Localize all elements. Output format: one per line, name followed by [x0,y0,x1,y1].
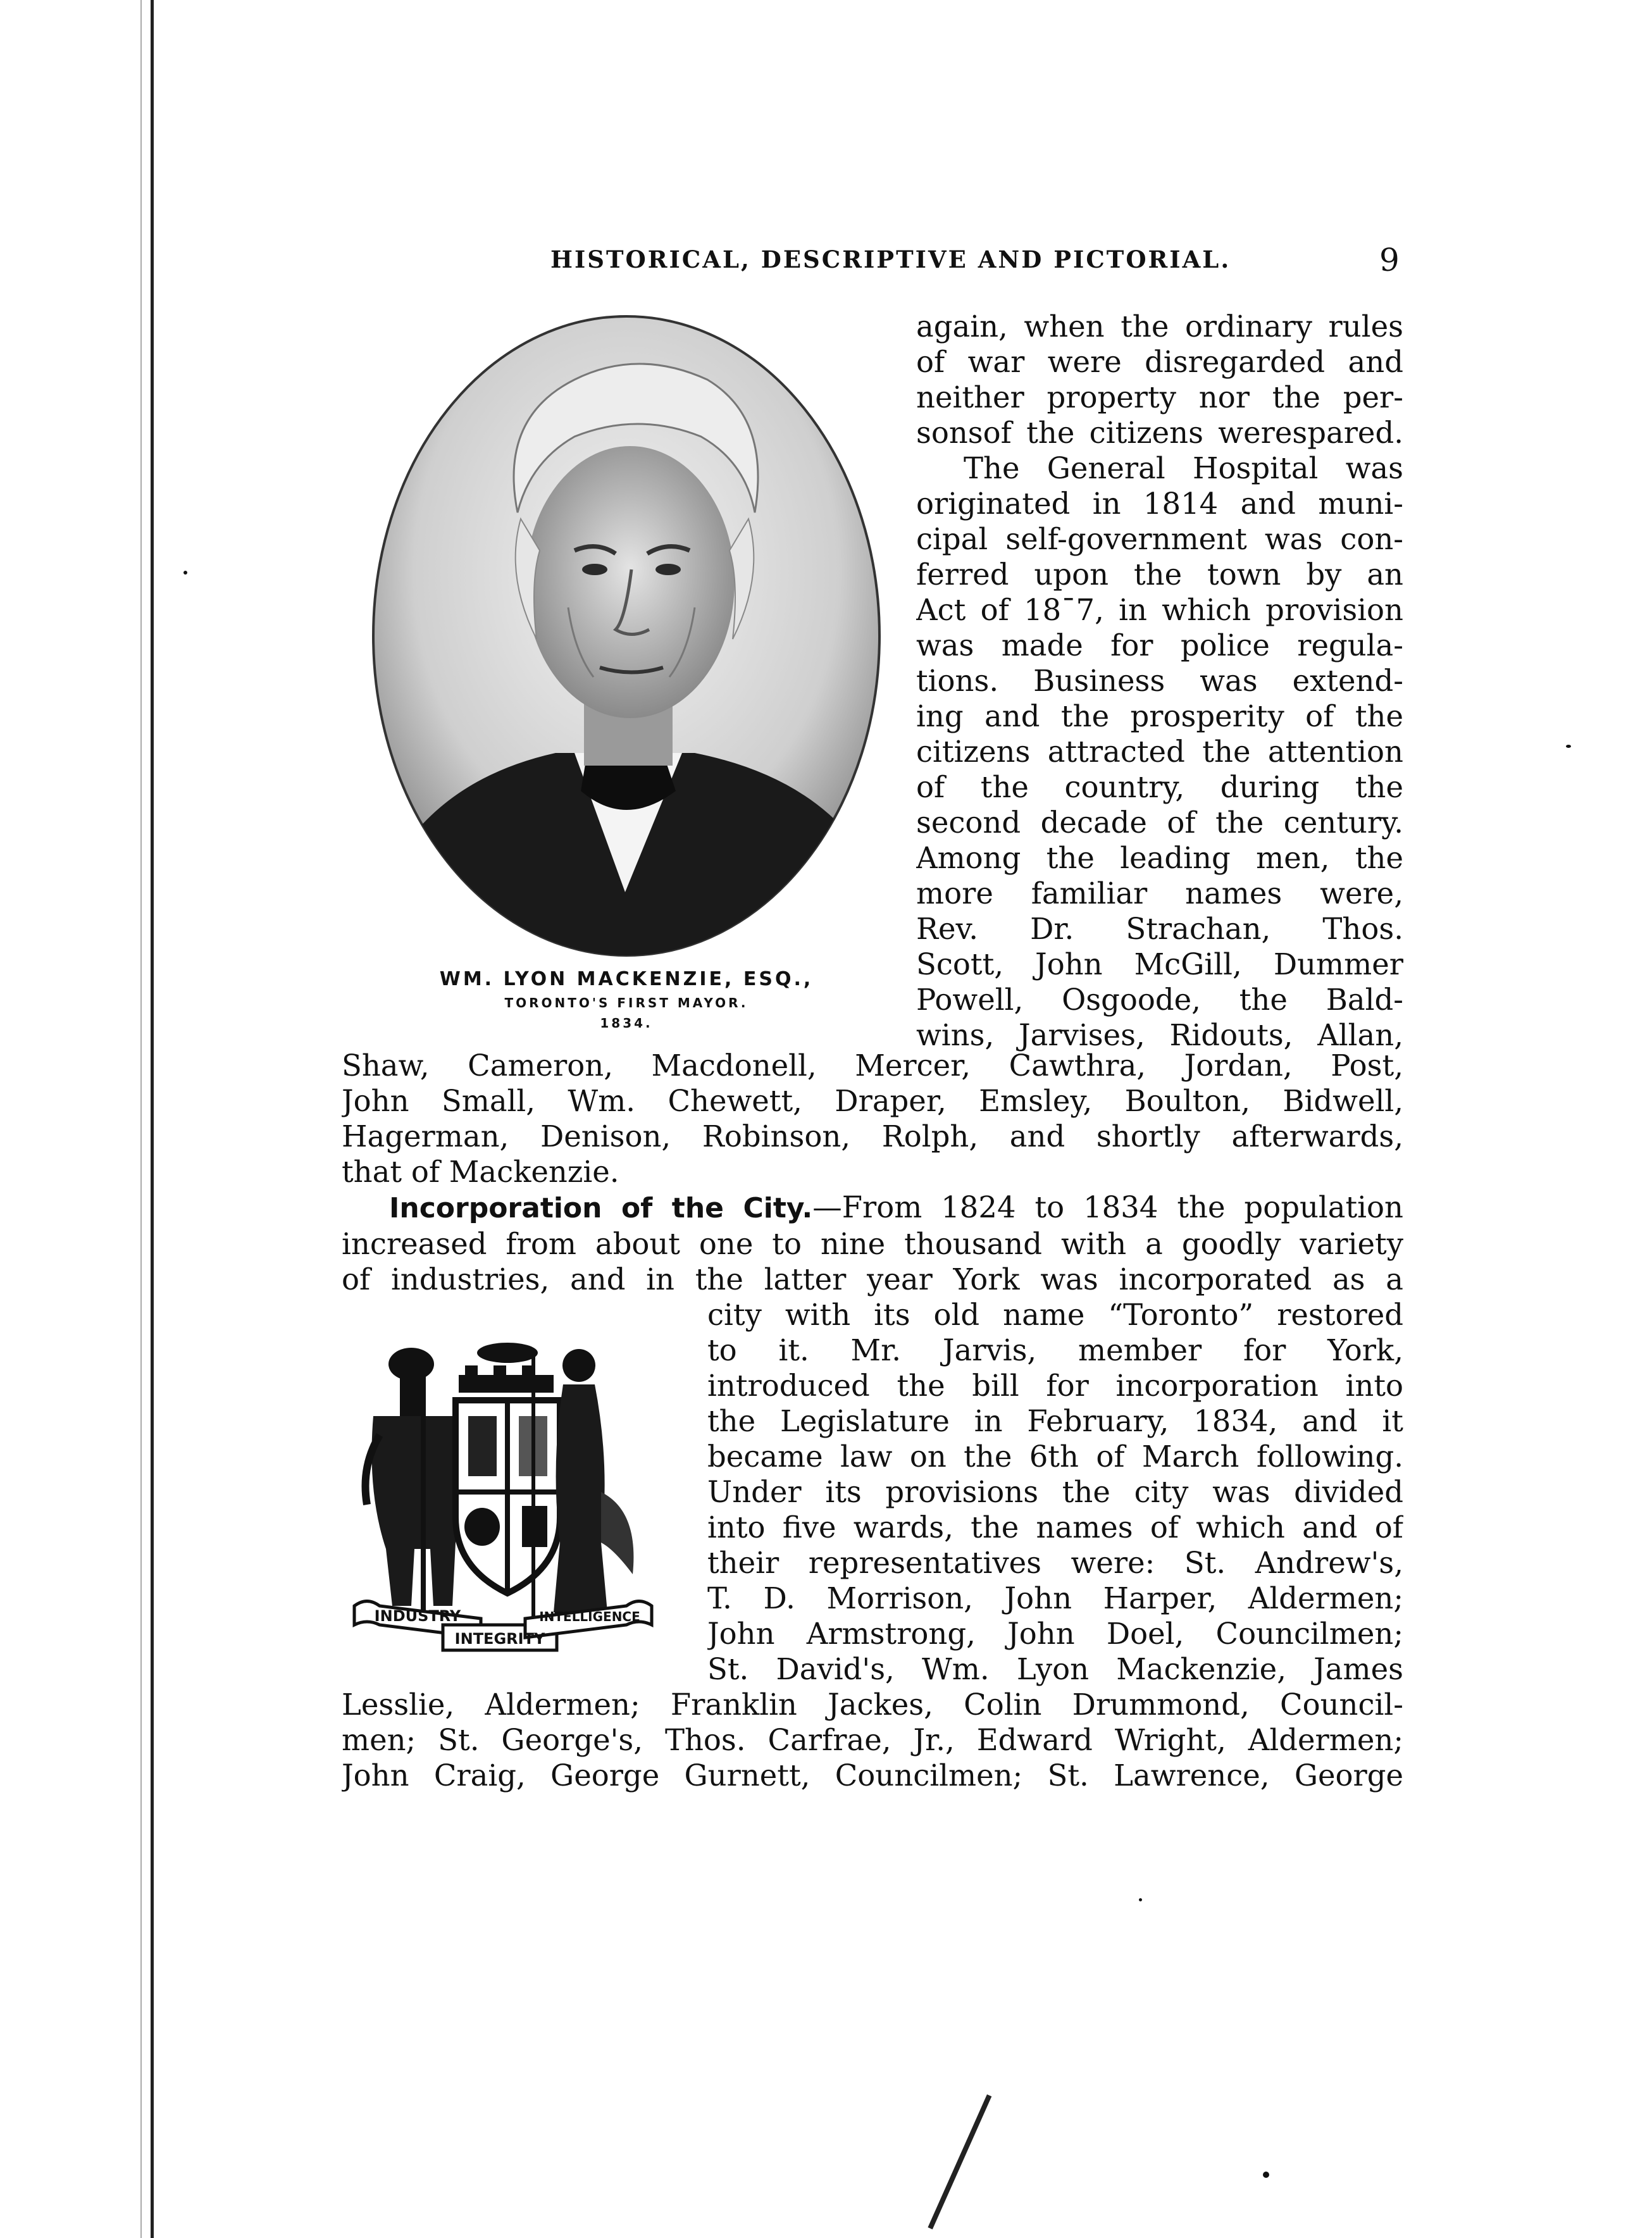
text-column-right [916,309,1403,1053]
text-line: Act of 18ˉ7, in which provision [916,593,1403,627]
text-line: introduced the bill for incorporation into [707,1369,1403,1403]
text-line: the Legislature in February, 1834, and it [707,1404,1403,1438]
text-line: tions. Business was extend- [916,664,1403,698]
text-column-right-2 [707,1297,1403,1687]
text-line: ferred upon the town by an [916,557,1403,592]
text-line: more familiar names were, [916,876,1403,911]
running-title: HISTORICAL, DESCRIPTIVE AND PICTORIAL. [550,246,1231,273]
text-line: of industries, and in the latter year York was incorporated as a [342,1262,1403,1296]
text-line: Lesslie, Aldermen; Franklin Jackes, Colin Drummond, Council- [342,1688,1403,1722]
motto-integrity: INTEGRITY [454,1630,545,1648]
text-line: Hagerman, Denison, Robinson, Rolph, and shortly afterwards, [342,1119,1403,1153]
caption-year: 1834. [600,1016,653,1031]
section-incorporation [342,1190,1403,1297]
text-line: second decade of the century. [916,805,1403,840]
text-line: neither property nor the per- [916,380,1403,414]
text-line: originated in 1814 and muni- [916,487,1403,521]
text-line: increased from about one to nine thousand with a goodly variety [342,1227,1403,1261]
text-line: men; St. George's, Thos. Carfrae, Jr., Edward Wright, Aldermen; [342,1723,1403,1757]
text-line: their representatives were: St. Andrew's, [707,1546,1403,1580]
text-line: St. David's, Wm. Lyon Mackenzie, James [707,1652,1403,1686]
scan-stroke-mark [928,2094,991,2229]
caption-title: TORONTO'S FIRST MAYOR. [504,995,748,1010]
text-line: Rev. Dr. Strachan, Thos. [916,912,1403,946]
text-line: ing and the prosperity of the [916,699,1403,733]
text-line: of the country, during the [916,770,1403,804]
text-line: sonsof the citizens werespared. [916,416,1403,450]
motto-intelligence: INTELLIGENCE [539,1609,640,1624]
paragraph-names-continued [342,1048,1403,1190]
text-line: into five wards, the names of which and of [707,1510,1403,1545]
section-first-line-text: —From 1824 to 1834 the population [812,1190,1403,1224]
motto-industry: INDUSTRY [374,1607,461,1625]
section-first-line [342,1190,1403,1226]
text-line: again, when the ordinary rules [916,309,1403,344]
page-number: 9 [1379,242,1400,278]
text-line: cipal self-government was con- [916,522,1403,556]
text-line: John Craig, George Gurnett, Councilmen; St. Lawrence, George [342,1758,1403,1793]
text-line: wins, Jarvises, Ridouts, Allan, [916,1018,1403,1052]
portrait-caption [361,968,892,1031]
speck [183,571,187,575]
text-line: became law on the 6th of March following. [707,1439,1403,1474]
text-line: The General Hospital was [964,451,1403,485]
section-heading: Incorporation of the City. [389,1192,813,1224]
page-gutter-edge [151,0,154,2238]
text-line: citizens attracted the attention [916,735,1403,769]
text-line: Powell, Osgoode, the Bald- [916,983,1403,1017]
text-line: T. D. Morrison, John Harper, Aldermen; [707,1581,1403,1615]
text-line: to it. Mr. Jarvis, member for York, [707,1333,1403,1367]
text-line: Scott, John McGill, Dummer [916,947,1403,981]
text-line: Shaw, Cameron, Macdonell, Mercer, Cawthra, Jordan, Post, [342,1048,1403,1083]
page-fold-shadow [140,0,142,2238]
text-line: John Small, Wm. Chewett, Draper, Emsley, Boulton, Bidwell, [342,1084,1403,1118]
speck [1566,745,1571,748]
text-line: Under its provisions the city was divided [707,1475,1403,1509]
text-line: was made for police regula- [916,628,1403,662]
toronto-coat-of-arms-illustration [342,1340,658,1663]
text-line: John Armstrong, John Doel, Councilmen; [707,1617,1403,1651]
mackenzie-portrait-illustration [366,310,887,962]
text-line: that of Mackenzie. [342,1155,619,1189]
text-line: of war were disregarded and [916,345,1403,379]
text-line: city with its old name “Toronto” restored [707,1298,1403,1332]
speck [1263,2172,1269,2178]
caption-name: WM. LYON MACKENZIE, ESQ., [439,968,814,990]
paragraph-wards-continued [342,1687,1403,1793]
text-line: Among the leading men, the [916,841,1403,875]
speck [1139,1898,1142,1901]
